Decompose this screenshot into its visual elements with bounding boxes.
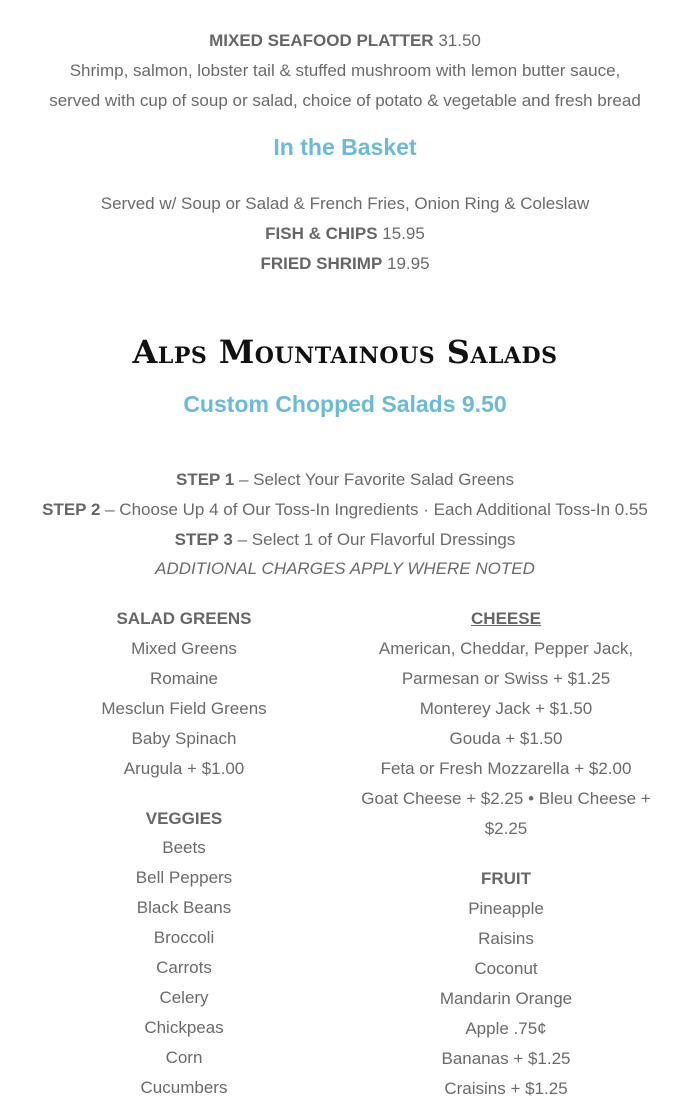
platter-desc-1: Shrimp, salmon, lobster tail & stuffed mushroom with lemon butter sauce, (69, 61, 621, 80)
list-item: American, Cheddar, Pepper Jack, (378, 639, 634, 658)
list-item: $2.25 (484, 819, 528, 838)
list-item: Mandarin Orange (439, 989, 573, 1008)
list-item: Monterey Jack + $1.50 (419, 699, 593, 718)
list-item: Gouda + $1.50 (449, 729, 563, 748)
list-item: Baby Spinach (131, 729, 237, 748)
list-item: Celery (159, 988, 209, 1007)
cheese-heading: CHEESE (471, 609, 541, 628)
veggies-heading: VEGGIES (145, 809, 223, 828)
salads-title: Alps Mountainous Salads (132, 333, 558, 371)
greens-heading: SALAD GREENS (116, 609, 252, 628)
basket-item-price: 15.95 (382, 224, 425, 243)
list-item: Goat Cheese + $2.25 • Bleu Cheese + (361, 789, 651, 808)
fruit-heading: FRUIT (480, 869, 532, 888)
list-item: Cucumbers (140, 1078, 228, 1097)
basket-item-name: FRIED SHRIMP (260, 254, 383, 273)
step-line (0, 525, 690, 555)
left-column (34, 604, 334, 1103)
platter-line (0, 26, 690, 56)
list-item: Broccoli (153, 928, 215, 947)
right-column (356, 604, 656, 1104)
list-item: Chickpeas (144, 1018, 224, 1037)
list-item: Corn (165, 1048, 203, 1067)
list-item: Craisins + $1.25 (444, 1079, 568, 1098)
list-item: Carrots (156, 958, 212, 977)
list-item: Mixed Greens (131, 639, 237, 658)
list-item: Romaine (149, 669, 219, 688)
step-line (0, 495, 690, 525)
list-item: Raisins (478, 929, 534, 948)
platter-name: MIXED SEAFOOD PLATTER (209, 31, 434, 50)
platter-desc-2: served with cup of soup or salad, choice of potato & vegetable and fresh bread (49, 91, 641, 110)
step-label: STEP 2 (42, 500, 101, 519)
step-text: – Select 1 of Our Flavorful Dressings (232, 530, 516, 549)
basket-item (0, 219, 690, 249)
basket-heading: In the Basket (273, 134, 417, 160)
list-item: Arugula + $1.00 (123, 759, 245, 778)
list-item: Black Beans (136, 898, 232, 917)
basket-item-name: FISH & CHIPS (265, 224, 378, 243)
basket-item (0, 249, 690, 279)
step-line (0, 465, 690, 495)
step-text: – Select Your Favorite Salad Greens (234, 470, 514, 489)
basket-item-price: 19.95 (387, 254, 430, 273)
list-item: Mesclun Field Greens (101, 699, 267, 718)
list-item: Bell Peppers (135, 868, 233, 887)
list-item: Coconut (474, 959, 538, 978)
platter-price: 31.50 (438, 31, 481, 50)
list-item: Bananas + $1.25 (441, 1049, 571, 1068)
list-item: Parmesan or Swiss + $1.25 (401, 669, 611, 688)
basket-served: Served w/ Soup or Salad & French Fries, Onion Ring & Coleslaw (100, 194, 590, 213)
list-item: Beets (162, 838, 206, 857)
step-text: – Choose Up 4 of Our Toss-In Ingredients · Each Additional Toss-In 0.55 (100, 500, 648, 519)
list-item: Feta or Fresh Mozzarella + $2.00 (380, 759, 632, 778)
salads-subtitle: Custom Chopped Salads 9.50 (183, 391, 507, 417)
step-label: STEP 1 (175, 470, 235, 489)
step-label: STEP 3 (174, 530, 233, 549)
charges-note: ADDITIONAL CHARGES APPLY WHERE NOTED (155, 559, 535, 578)
list-item: Pineapple (468, 899, 544, 918)
list-item: Apple .75¢ (465, 1019, 547, 1038)
